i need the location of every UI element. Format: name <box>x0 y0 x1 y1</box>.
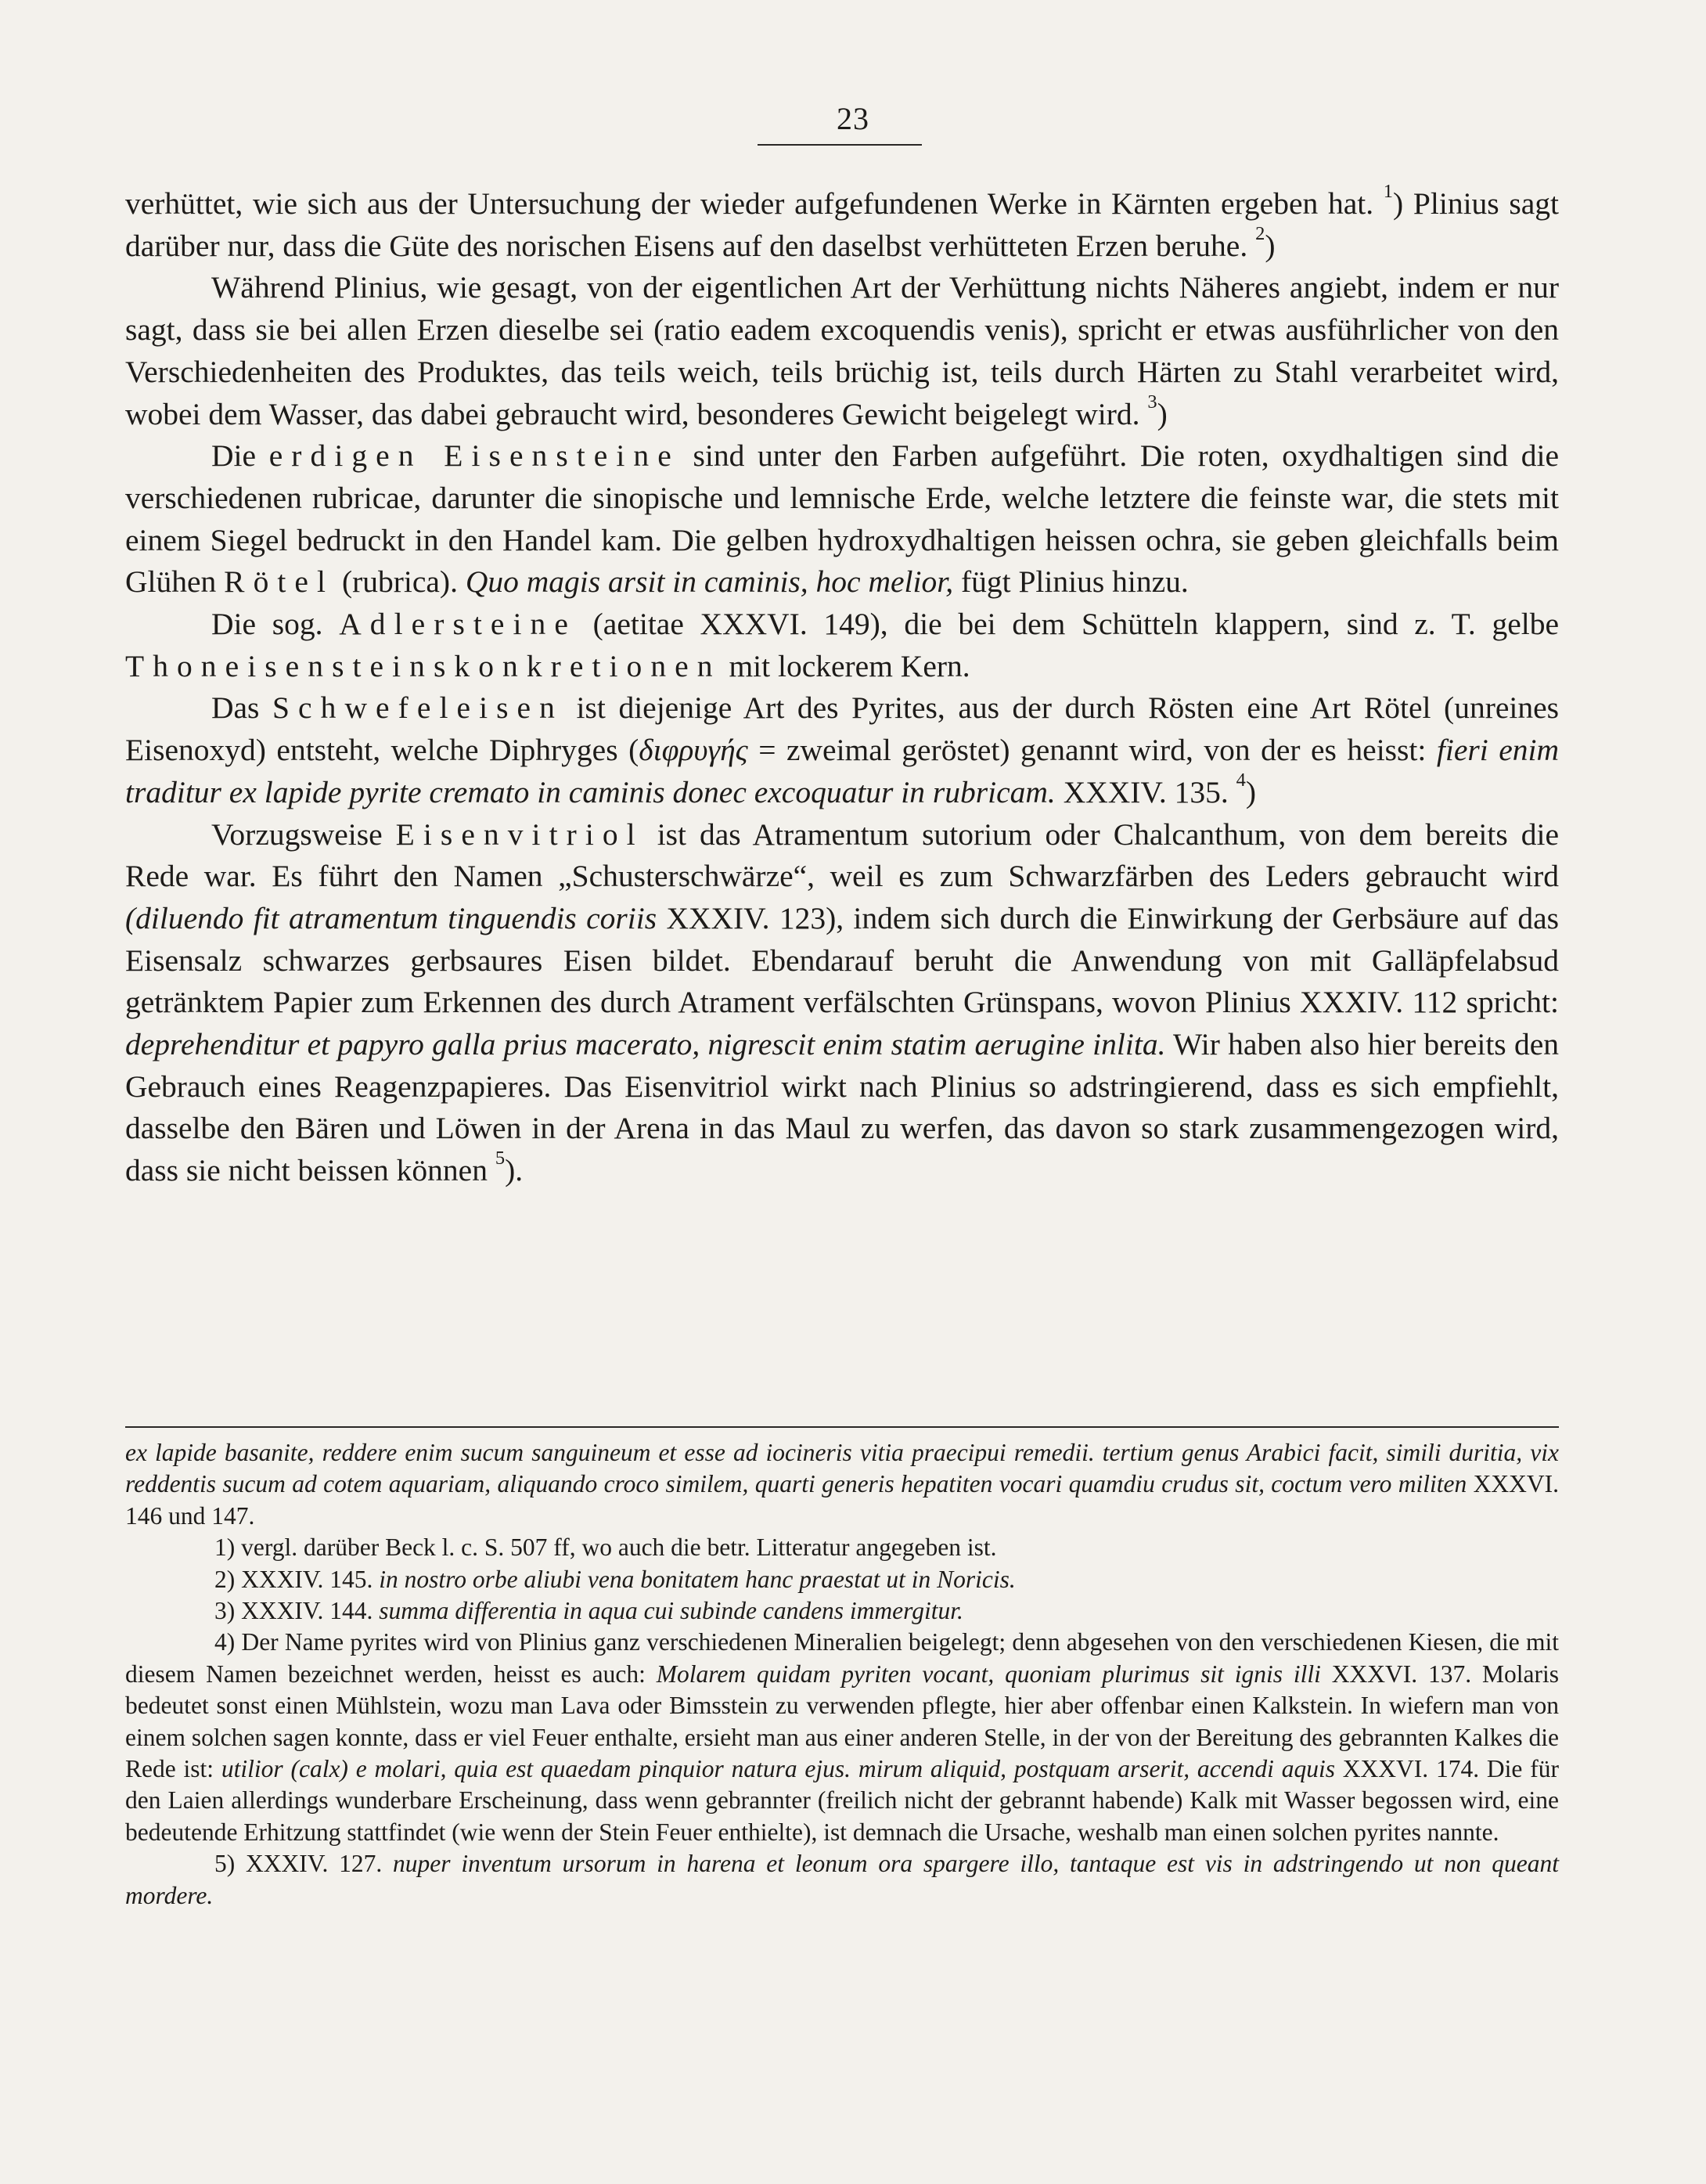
text-span: XXXVI. 174. Die für den Laien allerdings wunderbare Erscheinung, dass wenn gebrannter (freilich nicht der gebrannt habende) Kalk mit Wasser begossen wird, eine bedeutende Erhitzung stattfindet (wie wenn der Stein Feuer enthielte), ist demnach die Ursache, weshalb man einen solchen pyrites nannte. <box>125 1755 1559 1846</box>
header-rule <box>758 144 922 146</box>
footnote-rule <box>125 1426 1559 1428</box>
text-span: ist diejenige Art des Pyrites, aus der durch Rösten eine Art Rötel (unreines Eisenoxyd) entsteht, welche Diphryges ( <box>125 690 1560 768</box>
italic-span: διφρυγής <box>639 733 748 768</box>
italic-span: deprehenditur et papyro galla prius macerato, nigrescit enim statim aerugine inlita. <box>125 1027 1166 1062</box>
text-span: XXXIV. 123), indem sich durch die Einwirkung der Gerbsäure auf das Eisensalz schwarzes gerbsaures Eisen bildet. Ebendarauf beruht die Anwendung von mit Galläpfelabsud getränktem Papier zum Erkennen des durch Atrament verfälschten Grünspans, wovon Plinius XXXIV. 112 spricht: <box>125 900 1560 1020</box>
text-span: Die <box>211 438 269 474</box>
spaced-span: Eisenvitriol <box>395 816 644 852</box>
footnote-ref: 2 <box>1255 222 1265 244</box>
text-span: Während Plinius, wie gesagt, von der eigentlichen Art der Verhüttung nichts Näheres angiebt, indem er nur sagt, dass sie bei allen Erzen dieselbe sei (ratio eadem excoquendis venis), spricht er etwas ausführlicher von den Verschiedenheiten des Produktes, das teils weich, teils brüchig ist, teils durch Härten zu Stahl verarbeitet wird, wobei dem Wasser, das dabei gebraucht wird, besonderes Gewicht beigelegt wird. <box>125 270 1559 431</box>
text-span: = zweimal geröstet) genannt wird, von der es heisst: <box>747 733 1437 768</box>
main-text <box>125 183 1559 1192</box>
footnote-ref: 1 <box>1383 181 1394 203</box>
footnote-5 <box>125 1848 1559 1912</box>
text-span: sind unter den Farben aufgeführt. Die roten, oxydhaltigen sind die verschiedenen rubricae, darunter die sinopische und lemnische Erde, welche letztere die feinste war, die stets mit einem Siegel bedruckt in den Handel kam. Die gelben hydroxydhaltigen heissen ochra, sie geben gleichfalls beim Glühen <box>125 438 1559 600</box>
spaced-span: erdigen Eisensteine <box>268 438 680 474</box>
italic-span: (diluendo fit atramentum tinguendis coriis <box>125 900 657 935</box>
text-span: mit lockerem Kern. <box>721 648 970 683</box>
paragraph <box>125 687 1559 813</box>
italic-span: in nostro orbe aliubi vena bonitatem hanc praestat ut in Noricis. <box>379 1565 1016 1593</box>
text-span: ist das Atramentum sutorium oder Chalcanthum, von dem bereits die Rede war. Es führt den Namen „Schusterschwärze“, weil es zum Schwarzfärben des Leders gebraucht wird <box>125 816 1559 894</box>
text-span: 3) XXXIV. 144. <box>214 1597 380 1625</box>
footnote-continuation <box>125 1437 1559 1532</box>
footnote-ref: 5 <box>495 1148 506 1169</box>
italic-span: summa differentia in aqua cui subinde candens immergitur. <box>379 1597 963 1625</box>
paragraph <box>125 814 1559 1192</box>
paragraph <box>125 435 1559 604</box>
footnote-1 <box>125 1532 1559 1563</box>
text-span: (aetitae XXXVI. 149), die bei dem Schütteln klappern, sind z. T. gelbe <box>576 607 1559 642</box>
text-span: verhüttet, wie sich aus der Untersuchung der wieder aufgefundenen Werke in Kärnten ergeben hat. <box>125 186 1384 221</box>
spaced-span: Thoneisensteinskonkretionen <box>125 648 722 683</box>
text-span: ) <box>1245 774 1257 809</box>
text-span: ) <box>1157 396 1168 431</box>
text-span: ) Plinius sagt darüber nur, dass die Güte des norischen Eisens auf den daselbst verhütteten Erzen beruhe. <box>125 186 1559 263</box>
text-span: ) <box>1265 228 1276 263</box>
text-span: XXXVI. 137. Molaris bedeutet sonst einen Mühlstein, wozu man Lava oder Bimsstein zu verwenden pflegte, hier aber offenbar einen Kalkstein. In wiefern man von einem solchen sagen konnte, dass er viel Feuer enthalte, ersieht man aus einer anderen Stelle, in der von der Bereitung des gebrannten Kalkes die Rede ist: <box>125 1660 1559 1783</box>
text-span: Das <box>211 690 273 726</box>
footnote-ref: 3 <box>1147 391 1157 413</box>
text-span: XXXVI. 146 und 147. <box>125 1470 1560 1530</box>
footnote-3 <box>125 1595 1559 1627</box>
text-span: ). <box>505 1153 524 1188</box>
italic-span: ex lapide basanite, reddere enim sucum sanguineum et esse ad iocineris vitia praecipui remedii. tertium genus Arabici facit, simili duritia, vix reddentis sucum ad cotem aquariam, aliquando croco similem, quarti generis hepatiten vocari quamdiu crudus sit, coctum vero militen <box>125 1439 1559 1498</box>
text-span: fügt Plinius hinzu. <box>953 564 1189 600</box>
spaced-span: Rötel <box>224 564 335 600</box>
italic-span: fieri enim traditur ex lapide pyrite cremato in caminis donec excoquatur in rubricam. <box>125 733 1560 809</box>
footnotes <box>125 1437 1559 1912</box>
paragraph <box>125 604 1559 687</box>
italic-span: Molarem quidam pyriten vocant, quoniam plurimus sit ignis illi <box>656 1660 1321 1688</box>
spaced-span: Schwefeleisen <box>272 690 563 726</box>
text-span: Wir haben also hier bereits den Gebrauch eines Reagenzpapieres. Das Eisenvitriol wirkt nach Plinius so adstringierend, dass es sich empfiehlt, dasselbe den Bären und Löwen in der Arena in das Maul zu werfen, das davon so stark zusammengezogen wird, dass sie nicht beissen können <box>125 1027 1560 1188</box>
italic-span: Quo magis arsit in caminis, hoc melior, <box>465 564 954 600</box>
spaced-span: Adlersteine <box>339 607 577 642</box>
page-header <box>0 100 1706 137</box>
text-span: 1) vergl. darüber Beck l. c. S. 507 ff, wo auch die betr. Litteratur angegeben ist. <box>214 1533 997 1562</box>
italic-span: utilior (calx) e molari, quia est quaedam pinquior natura ejus. mirum aliquid, postquam arserit, accendi aquis <box>221 1755 1335 1783</box>
italic-span: nuper inventum ursorum in harena et leonum ora spargere illo, tantaque est vis in adstringendo ut non queant mordere. <box>125 1850 1559 1909</box>
paragraph <box>125 183 1559 267</box>
paragraph <box>125 267 1559 435</box>
footnote-2 <box>125 1564 1559 1595</box>
page-number: 23 <box>837 101 869 136</box>
footnote-ref: 4 <box>1236 769 1246 791</box>
text-span: Die sog. <box>211 607 340 642</box>
text-span: 5) XXXIV. 127. <box>214 1850 394 1878</box>
footnote-4 <box>125 1627 1559 1848</box>
text-span: 2) XXXIV. 145. <box>214 1565 380 1593</box>
text-span: XXXIV. 135. <box>1055 774 1236 809</box>
text-span: (rubrica). <box>334 564 466 600</box>
text-span: Vorzugsweise <box>211 816 396 852</box>
text-span: 4) Der Name pyrites wird von Plinius ganz verschiedenen Mineralien beigelegt; denn abgesehen von den verschiedenen Kiesen, die mit diesem Namen bezeichnet werden, heisst es auch: <box>125 1628 1559 1688</box>
